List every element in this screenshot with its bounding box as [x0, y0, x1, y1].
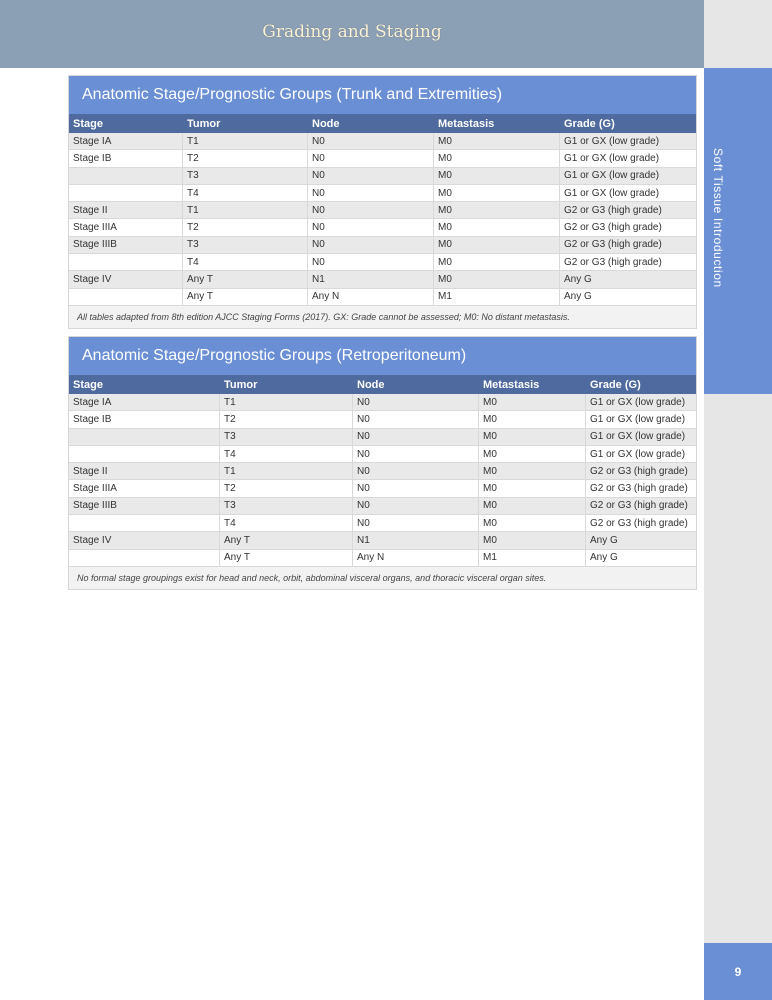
retroperitoneum-stage-table	[68, 336, 697, 590]
table-row	[69, 394, 696, 411]
metastasis-cell: M0	[434, 168, 560, 185]
grade-cell: G2 or G3 (high grade)	[560, 254, 696, 271]
table-row	[69, 532, 696, 549]
tumor-cell: T1	[220, 463, 353, 480]
right-side-strip	[704, 0, 772, 1000]
metastasis-cell: M0	[479, 429, 586, 446]
stage-cell	[69, 168, 183, 185]
tumor-cell: T4	[183, 254, 308, 271]
tumor-cell: Any T	[183, 289, 308, 306]
node-cell: N0	[353, 411, 479, 428]
node-cell: N0	[353, 446, 479, 463]
header-metastasis: Metastasis	[483, 378, 540, 391]
table-row	[69, 133, 696, 150]
header-stage: Stage	[73, 378, 103, 391]
header-tumor: Tumor	[187, 117, 221, 130]
stage-cell	[69, 446, 220, 463]
grade-cell: G1 or GX (low grade)	[560, 185, 696, 202]
table-row	[69, 150, 696, 167]
node-cell: N0	[353, 480, 479, 497]
metastasis-cell: M0	[434, 254, 560, 271]
table-footnote: No formal stage groupings exist for head and neck, orbit, abdominal visceral organs, and thoracic visceral organ sites.	[69, 567, 696, 589]
node-cell: N1	[353, 532, 479, 549]
table-row	[69, 480, 696, 497]
metastasis-cell: M0	[479, 411, 586, 428]
tumor-cell: T1	[183, 133, 308, 150]
stage-cell	[69, 289, 183, 306]
table-row	[69, 429, 696, 446]
node-cell: Any N	[308, 289, 434, 306]
node-cell: N0	[308, 150, 434, 167]
node-cell: N1	[308, 271, 434, 288]
section-tab-label: Soft Tissue Introduction	[711, 148, 725, 288]
metastasis-cell: M0	[434, 133, 560, 150]
stage-cell: Stage IB	[69, 150, 183, 167]
tumor-cell: T1	[220, 394, 353, 411]
tumor-cell: Any T	[220, 532, 353, 549]
table-row	[69, 411, 696, 428]
metastasis-cell: M0	[479, 498, 586, 515]
table-header-row	[69, 114, 696, 133]
table-row	[69, 219, 696, 236]
grade-cell: G2 or G3 (high grade)	[586, 498, 696, 515]
table-row	[69, 202, 696, 219]
node-cell: N0	[353, 429, 479, 446]
tumor-cell: T4	[183, 185, 308, 202]
header-grade: Grade (G)	[564, 117, 615, 130]
node-cell: N0	[308, 168, 434, 185]
stage-cell	[69, 550, 220, 567]
stage-cell: Stage IA	[69, 394, 220, 411]
table-row	[69, 254, 696, 271]
metastasis-cell: M0	[479, 532, 586, 549]
header-tumor: Tumor	[224, 378, 258, 391]
metastasis-cell: M1	[479, 550, 586, 567]
stage-cell: Stage IB	[69, 411, 220, 428]
tumor-cell: Any T	[220, 550, 353, 567]
node-cell: N0	[308, 219, 434, 236]
node-cell: N0	[353, 515, 479, 532]
table-row	[69, 463, 696, 480]
top-banner	[0, 0, 704, 68]
metastasis-cell: M0	[434, 271, 560, 288]
trunk-extremities-stage-table	[68, 75, 697, 329]
grade-cell: G2 or G3 (high grade)	[586, 515, 696, 532]
tumor-cell: T2	[183, 219, 308, 236]
stage-cell	[69, 185, 183, 202]
table-row	[69, 271, 696, 288]
metastasis-cell: M0	[479, 515, 586, 532]
stage-cell: Stage IA	[69, 133, 183, 150]
table-title: Anatomic Stage/Prognostic Groups (Trunk and Extremities)	[69, 76, 696, 114]
grade-cell: G1 or GX (low grade)	[560, 168, 696, 185]
grade-cell: G2 or G3 (high grade)	[586, 463, 696, 480]
table-row	[69, 498, 696, 515]
table-row	[69, 550, 696, 567]
stage-cell: Stage IIIA	[69, 219, 183, 236]
header-metastasis: Metastasis	[438, 117, 495, 130]
tumor-cell: T1	[183, 202, 308, 219]
tumor-cell: T3	[220, 498, 353, 515]
node-cell: N0	[308, 202, 434, 219]
node-cell: N0	[353, 498, 479, 515]
grade-cell: G1 or GX (low grade)	[586, 446, 696, 463]
tumor-cell: T2	[220, 411, 353, 428]
grade-cell: G2 or G3 (high grade)	[560, 219, 696, 236]
node-cell: N0	[308, 133, 434, 150]
metastasis-cell: M0	[434, 219, 560, 236]
node-cell: N0	[353, 394, 479, 411]
metastasis-cell: M0	[434, 185, 560, 202]
grade-cell: Any G	[560, 271, 696, 288]
grade-cell: G1 or GX (low grade)	[560, 150, 696, 167]
metastasis-cell: M1	[434, 289, 560, 306]
metastasis-cell: M0	[479, 463, 586, 480]
tumor-cell: T2	[183, 150, 308, 167]
table-row	[69, 168, 696, 185]
header-grade: Grade (G)	[590, 378, 641, 391]
tumor-cell: Any T	[183, 271, 308, 288]
grade-cell: Any G	[586, 550, 696, 567]
grade-cell: G1 or GX (low grade)	[586, 411, 696, 428]
tumor-cell: T3	[183, 237, 308, 254]
node-cell: Any N	[353, 550, 479, 567]
metastasis-cell: M0	[479, 446, 586, 463]
stage-cell: Stage IIIB	[69, 498, 220, 515]
page-number-box	[704, 943, 772, 1000]
grade-cell: G1 or GX (low grade)	[560, 133, 696, 150]
node-cell: N0	[308, 237, 434, 254]
table-row	[69, 515, 696, 532]
metastasis-cell: M0	[479, 480, 586, 497]
table-title: Anatomic Stage/Prognostic Groups (Retroperitoneum)	[69, 337, 696, 375]
grade-cell: G1 or GX (low grade)	[586, 394, 696, 411]
tumor-cell: T4	[220, 446, 353, 463]
stage-cell: Stage II	[69, 202, 183, 219]
grade-cell: G2 or G3 (high grade)	[586, 480, 696, 497]
stage-cell	[69, 254, 183, 271]
table-header-row	[69, 375, 696, 394]
tumor-cell: T3	[220, 429, 353, 446]
stage-cell: Stage II	[69, 463, 220, 480]
metastasis-cell: M0	[434, 150, 560, 167]
stage-cell: Stage IIIB	[69, 237, 183, 254]
grade-cell: Any G	[560, 289, 696, 306]
node-cell: N0	[308, 185, 434, 202]
stage-cell: Stage IV	[69, 532, 220, 549]
stage-cell: Stage IV	[69, 271, 183, 288]
stage-cell	[69, 515, 220, 532]
stage-cell	[69, 429, 220, 446]
section-tab	[704, 68, 772, 394]
tumor-cell: T4	[220, 515, 353, 532]
table-footnote: All tables adapted from 8th edition AJCC Staging Forms (2017). GX: Grade cannot be assessed; M0: No distant metastasis.	[69, 306, 696, 328]
grade-cell: G1 or GX (low grade)	[586, 429, 696, 446]
page-title: Grading and Staging	[262, 22, 442, 42]
table-row	[69, 237, 696, 254]
table-row	[69, 289, 696, 306]
tumor-cell: T2	[220, 480, 353, 497]
node-cell: N0	[353, 463, 479, 480]
page-number: 9	[734, 964, 742, 979]
tumor-cell: T3	[183, 168, 308, 185]
grade-cell: G2 or G3 (high grade)	[560, 202, 696, 219]
header-stage: Stage	[73, 117, 103, 130]
table-row	[69, 185, 696, 202]
metastasis-cell: M0	[434, 237, 560, 254]
metastasis-cell: M0	[479, 394, 586, 411]
header-node: Node	[357, 378, 385, 391]
table-row	[69, 446, 696, 463]
grade-cell: G2 or G3 (high grade)	[560, 237, 696, 254]
stage-cell: Stage IIIA	[69, 480, 220, 497]
header-node: Node	[312, 117, 340, 130]
node-cell: N0	[308, 254, 434, 271]
metastasis-cell: M0	[434, 202, 560, 219]
grade-cell: Any G	[586, 532, 696, 549]
